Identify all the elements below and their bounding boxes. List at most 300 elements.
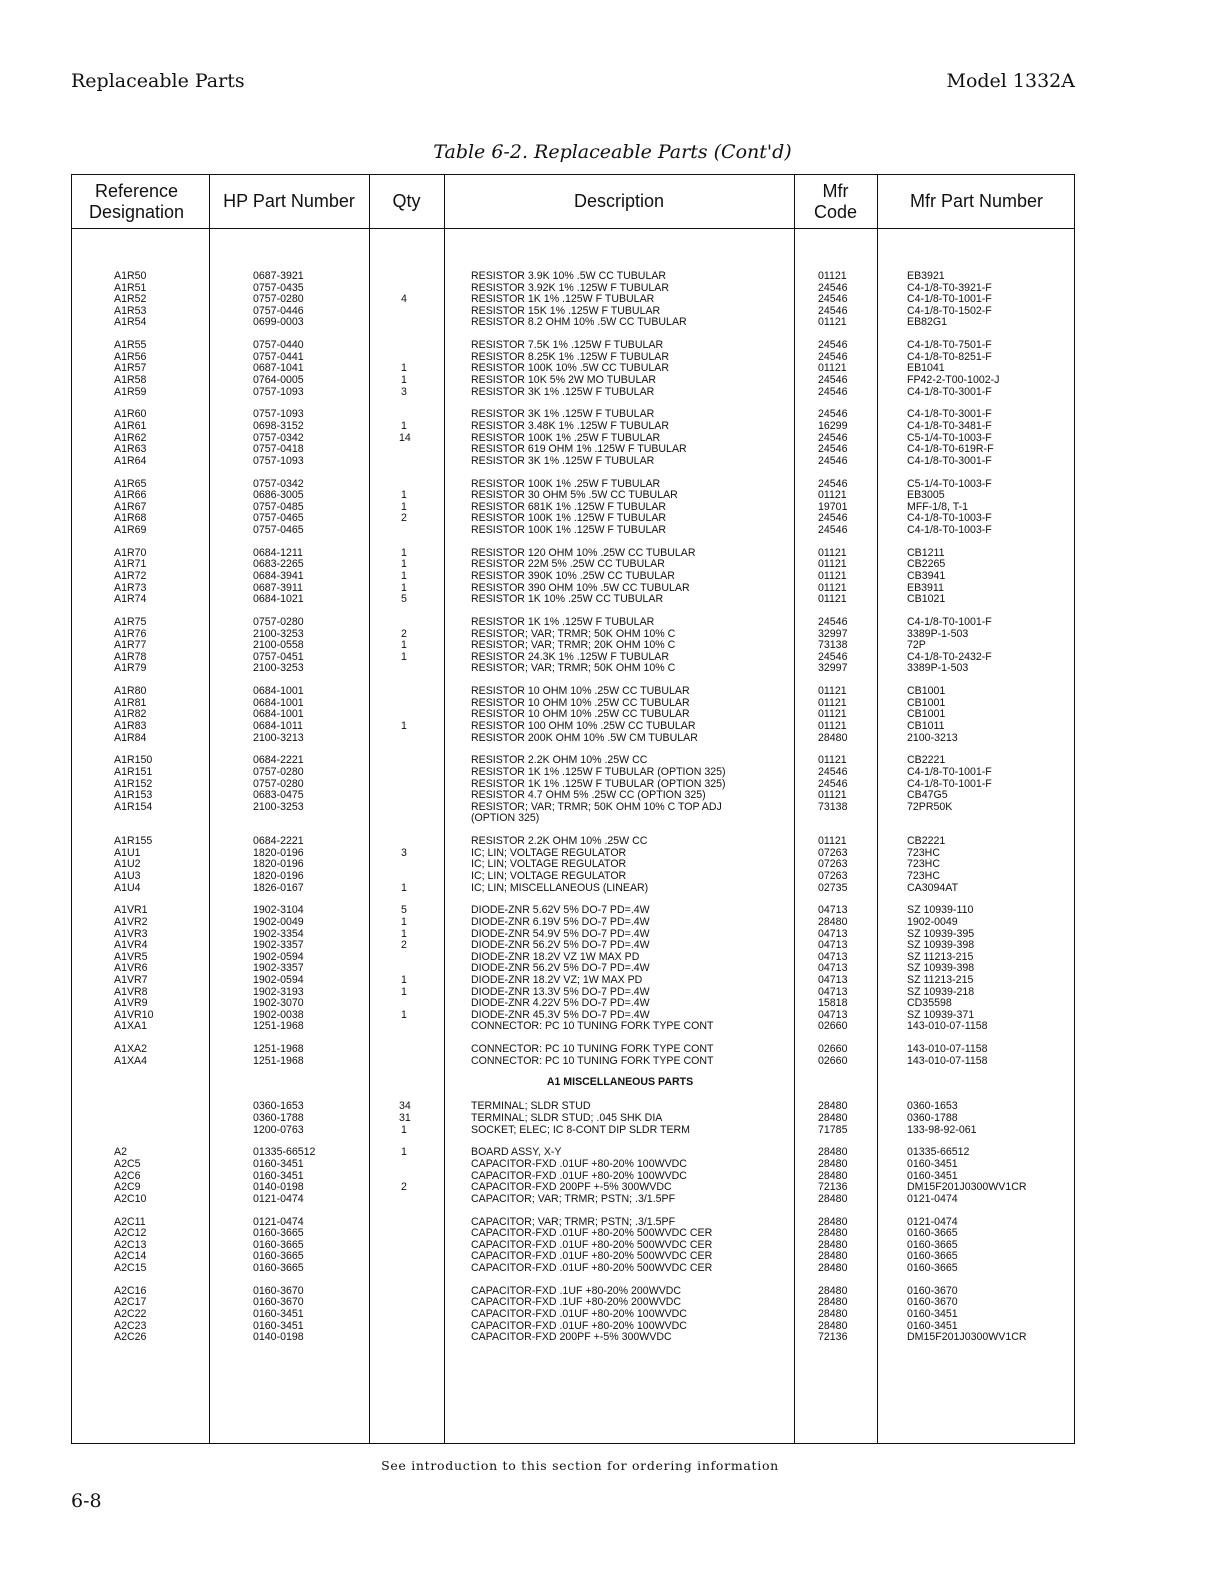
ref-designation: A1R80	[114, 685, 147, 698]
mfr-code: 24546	[818, 477, 848, 490]
ref-designation: A2C15	[114, 1262, 147, 1274]
hp-part-number: 2100-0558	[253, 639, 304, 652]
mfr-part-number: C4-1/8-T0-3001-F	[907, 454, 992, 467]
ref-designation: A1R153	[114, 789, 153, 802]
table-row	[72, 617, 1076, 629]
table-row	[72, 1056, 1076, 1068]
header-divider	[72, 228, 1074, 229]
col-header-mfr-part: Mfr Part Number	[909, 191, 1044, 211]
mfr-part-number: EB3911	[907, 581, 944, 594]
hp-part-number: 1902-3193	[253, 985, 304, 998]
qty: 2	[401, 939, 407, 952]
hp-part-number: 1902-3357	[253, 939, 304, 952]
description: CAPACITOR; VAR; TRMR; PSTN; .3/1.5PF	[471, 1192, 676, 1205]
mfr-code: 28480	[818, 1262, 848, 1274]
ref-designation: A1R64	[114, 454, 147, 467]
ref-designation: A1R81	[114, 696, 147, 709]
mfr-code: 24546	[818, 616, 848, 628]
mfr-part-number: C4-1/8-T0-3481-F	[907, 420, 992, 432]
ref-designation: A2C10	[114, 1192, 147, 1205]
mfr-code: 28480	[818, 1250, 848, 1263]
ref-designation: A2C12	[114, 1227, 147, 1240]
hp-part-number: 0683-2265	[253, 558, 304, 571]
ref-designation: A1VR4	[114, 939, 148, 952]
table-row	[72, 317, 1076, 329]
qty: 1	[401, 916, 407, 928]
mfr-code: 28480	[818, 916, 848, 928]
running-header-section: Replaceable Parts	[71, 70, 245, 92]
mfr-code: 01121	[818, 789, 847, 802]
mfr-code: 04713	[818, 974, 848, 986]
table-row	[72, 421, 1076, 433]
description: RESISTOR 2.2K OHM 10% .25W CC	[471, 754, 648, 767]
mfr-code: 24546	[818, 374, 848, 386]
mfr-code: 24546	[818, 304, 848, 317]
mfr-part-number: C4-1/8-T0-1001-F	[907, 616, 992, 628]
mfr-part-number: 0160-3670	[907, 1296, 958, 1309]
mfr-part-number: CB1001	[907, 708, 946, 721]
ref-designation: A1VR1	[114, 904, 148, 917]
description: RESISTOR; VAR; TRMR; 50K OHM 10% C TOP ADJ	[471, 800, 722, 813]
hp-part-number: 0684-1011	[253, 720, 303, 732]
mfr-part-number: SZ 10939-395	[907, 927, 975, 940]
mfr-part-number: 3389P-1-503	[907, 627, 969, 640]
qty: 4	[401, 293, 407, 306]
description: (OPTION 325)	[471, 812, 540, 825]
description: RESISTOR 3.48K 1% .125W F TUBULAR	[471, 420, 670, 432]
mfr-part-number: FP42-2-T00-1002-J	[907, 374, 1000, 386]
ref-designation: A1R54	[114, 316, 147, 329]
mfr-part-number: CB1001	[907, 696, 946, 709]
hp-part-number: 0160-3451	[253, 1158, 304, 1170]
description: CAPACITOR-FXD .1UF +80-20% 200WVDC	[471, 1284, 682, 1297]
hp-part-number: 2100-3253	[253, 627, 304, 640]
qty: 3	[401, 846, 407, 859]
table-row	[72, 387, 1076, 399]
hp-part-number: 1902-3104	[253, 904, 304, 917]
mfr-code: 04713	[818, 985, 848, 998]
mfr-code: 04713	[818, 950, 848, 963]
description: CAPACITOR-FXD 200PF +-5% 300WVDC	[471, 1181, 672, 1194]
table-row	[72, 813, 1076, 825]
ref-designation: A1R68	[114, 512, 147, 525]
hp-part-number: 0687-3911	[253, 581, 303, 594]
mfr-code: 01121	[818, 835, 847, 848]
description: RESISTOR 24.3K 1% .125W F TUBULAR	[471, 650, 670, 663]
hp-part-number: 0121-0474	[253, 1215, 304, 1228]
hp-part-number: 1902-0049	[253, 916, 304, 928]
description: RESISTOR 3K 1% .125W F TUBULAR	[471, 385, 655, 398]
hp-part-number: 0121-0474	[253, 1192, 304, 1205]
mfr-code: 28480	[818, 1308, 848, 1320]
table-row	[72, 1263, 1076, 1275]
hp-part-number: 1251-1968	[253, 1020, 304, 1033]
ref-designation: A1R76	[114, 627, 147, 640]
ref-designation: A1R83	[114, 720, 147, 732]
mfr-part-number: DM15F201J0300WV1CR	[907, 1181, 1027, 1194]
col-header-qty: Qty	[392, 191, 421, 211]
description: CAPACITOR-FXD .01UF +80-20% 100WVDC	[471, 1319, 687, 1332]
mfr-code: 24546	[818, 293, 848, 306]
qty: 1	[401, 985, 407, 998]
ref-designation: A1R59	[114, 385, 147, 398]
description: RESISTOR 2.2K OHM 10% .25W CC	[471, 835, 648, 848]
mfr-code: 72136	[818, 1331, 848, 1344]
mfr-code: 24546	[818, 443, 848, 456]
description: CONNECTOR: PC 10 TUNING FORK TYPE CONT	[471, 1020, 714, 1033]
mfr-part-number: 3389P-1-503	[907, 662, 969, 675]
hp-part-number: 0757-0342	[253, 431, 304, 444]
qty: 1	[401, 927, 407, 940]
mfr-code: 24546	[818, 454, 848, 467]
ref-designation: A1R72	[114, 570, 147, 582]
col-header-description: Description	[573, 191, 665, 211]
description: RESISTOR 390K 10% .25W CC TUBULAR	[471, 570, 675, 582]
mfr-code: 28480	[818, 1112, 848, 1124]
description: DIODE-ZNR 56.2V 5% DO-7 PD=.4W	[471, 962, 650, 975]
qty: 1	[401, 374, 407, 386]
description: RESISTOR 8.25K 1% .125W F TUBULAR	[471, 350, 670, 363]
description: CAPACITOR-FXD .01UF +80-20% 500WVDC CER	[471, 1227, 713, 1240]
ref-designation: A2C23	[114, 1319, 147, 1332]
hp-part-number: 0757-0435	[253, 281, 304, 294]
hp-part-number: 2100-3253	[253, 662, 304, 675]
hp-part-number: 0757-0451	[253, 650, 304, 663]
description: RESISTOR 120 OHM 10% .25W CC TUBULAR	[471, 546, 696, 559]
hp-part-number: 0757-1093	[253, 408, 304, 421]
hp-part-number: 0757-0446	[253, 304, 304, 317]
mfr-part-number: 0160-3451	[907, 1158, 958, 1170]
ref-designation: A1R67	[114, 500, 147, 513]
hp-part-number: 1200-0763	[253, 1123, 304, 1136]
mfr-part-number: EB3005	[907, 489, 945, 502]
mfr-part-number: 72P	[907, 639, 926, 652]
qty: 1	[401, 546, 407, 559]
description: CONNECTOR: PC 10 TUNING FORK TYPE CONT	[471, 1054, 714, 1067]
qty: 1	[401, 639, 407, 652]
hp-part-number: 0160-3665	[253, 1238, 304, 1251]
mfr-part-number: C4-1/8-T0-2432-F	[907, 650, 992, 663]
mfr-code: 02660	[818, 1043, 848, 1056]
hp-part-number: 0360-1653	[253, 1100, 304, 1113]
ref-designation: A1VR3	[114, 927, 148, 940]
hp-part-number: 1820-0196	[253, 870, 304, 882]
description: RESISTOR 3.9K 10% .5W CC TUBULAR	[471, 270, 667, 282]
ref-designation: A1R79	[114, 662, 147, 675]
mfr-code: 01121	[818, 270, 847, 282]
ref-designation: A1R60	[114, 408, 147, 421]
hp-part-number: 0684-1021	[253, 593, 304, 606]
hp-part-number: 0687-3921	[253, 270, 304, 282]
mfr-part-number: 0160-3665	[907, 1238, 958, 1251]
table-row	[72, 1113, 1076, 1125]
page-number: 6-8	[71, 1490, 102, 1512]
mfr-code: 28480	[818, 1227, 848, 1240]
hp-part-number: 0764-0005	[253, 374, 304, 386]
mfr-code: 28480	[818, 1296, 848, 1309]
table-row	[72, 594, 1076, 606]
hp-part-number: 0686-3005	[253, 489, 304, 502]
mfr-code: 28480	[818, 1192, 848, 1205]
mfr-code: 71785	[818, 1123, 848, 1136]
ref-designation: A1R57	[114, 362, 147, 375]
ref-designation: A1VR6	[114, 962, 148, 975]
ref-designation: A1R71	[114, 558, 147, 571]
description: DIODE-ZNR 56.2V 5% DO-7 PD=.4W	[471, 939, 650, 952]
qty: 1	[401, 581, 407, 594]
table-row	[72, 802, 1076, 814]
description: IC; LIN; VOLTAGE REGULATOR	[471, 846, 627, 859]
qty: 1	[401, 489, 407, 502]
qty: 1	[401, 974, 407, 986]
mfr-part-number: CB47G5	[907, 789, 948, 802]
mfr-part-number: CA3094AT	[907, 881, 959, 894]
hp-part-number: 2100-3253	[253, 800, 304, 813]
description: DIODE-ZNR 13.3V 5% DO-7 PD=.4W	[471, 985, 650, 998]
mfr-code: 24546	[818, 339, 848, 352]
mfr-part-number: C4-1/8-T0-1502-F	[907, 304, 992, 317]
hp-part-number: 0160-3451	[253, 1169, 304, 1182]
col-header-reference: Reference Designation	[89, 180, 185, 222]
description: CONNECTOR: PC 10 TUNING FORK TYPE CONT	[471, 1043, 714, 1056]
mfr-code: 01121	[818, 546, 847, 559]
table-row	[72, 975, 1076, 987]
description: DIODE-ZNR 18.2V VZ; 1W MAX PD	[471, 974, 643, 986]
hp-part-number: 0140-0198	[253, 1331, 304, 1344]
mfr-part-number: 0160-3451	[907, 1308, 958, 1320]
ref-designation: A1R61	[114, 420, 147, 432]
ref-designation: A1R152	[114, 777, 153, 790]
mfr-part-number: 1902-0049	[907, 916, 958, 928]
hp-part-number: 0757-0485	[253, 500, 304, 513]
description: RESISTOR 100K 10% .5W CC TUBULAR	[471, 362, 670, 375]
description: RESISTOR 1K 1% .125W F TUBULAR	[471, 616, 655, 628]
ref-designation: A1R82	[114, 708, 147, 721]
ref-designation: A1VR9	[114, 997, 148, 1010]
hp-part-number: 1902-3357	[253, 962, 304, 975]
replaceable-parts-table	[71, 174, 1075, 1444]
mfr-code: 28480	[818, 1215, 848, 1228]
description: RESISTOR; VAR; TRMR; 20K OHM 10% C	[471, 639, 676, 652]
mfr-code: 07263	[818, 870, 848, 882]
hp-part-number: 01335-66512	[253, 1146, 316, 1159]
hp-part-number: 0684-1211	[253, 546, 303, 559]
mfr-code: 16299	[818, 420, 848, 432]
ref-designation: A1R75	[114, 616, 147, 628]
description: DIODE-ZNR 54.9V 5% DO-7 PD=.4W	[471, 927, 650, 940]
mfr-code: 01121	[818, 489, 847, 502]
mfr-code: 24546	[818, 350, 848, 363]
hp-part-number: 0757-0342	[253, 477, 304, 490]
mfr-code: 07263	[818, 846, 848, 859]
description: RESISTOR 3.92K 1% .125W F TUBULAR	[471, 281, 670, 294]
description: RESISTOR 100K 1% .125W F TUBULAR	[471, 524, 667, 536]
mfr-part-number: 723HC	[907, 846, 940, 859]
mfr-code: 02735	[818, 881, 848, 894]
hp-part-number: 0699-0003	[253, 316, 304, 329]
mfr-code: 01121	[818, 581, 847, 594]
hp-part-number: 0757-0418	[253, 443, 304, 456]
ref-designation: A1R77	[114, 639, 147, 652]
mfr-code: 04713	[818, 939, 848, 952]
mfr-part-number: CB3941	[907, 570, 946, 582]
mfr-code: 01121	[818, 696, 847, 709]
ref-designation: A2C9	[114, 1181, 141, 1194]
mfr-code: 24546	[818, 650, 848, 663]
description: CAPACITOR-FXD .01UF +80-20% 500WVDC CER	[471, 1262, 713, 1274]
ref-designation: A2C11	[114, 1215, 146, 1228]
mfr-part-number: SZ 10939-398	[907, 939, 975, 952]
table-row	[72, 721, 1076, 733]
mfr-part-number: 143-010-07-1158	[907, 1043, 988, 1056]
hp-part-number: 0684-1001	[253, 708, 304, 721]
ref-designation: A1R50	[114, 270, 147, 282]
mfr-code: 24546	[818, 385, 848, 398]
mfr-code: 01121	[818, 316, 847, 329]
mfr-part-number: C4-1/8-T0-3001-F	[907, 385, 992, 398]
col-header-hp-part: HP Part Number	[223, 191, 355, 211]
description: RESISTOR 100K 1% .25W F TUBULAR	[471, 431, 661, 444]
qty: 1	[401, 720, 407, 732]
mfr-part-number: C4-1/8-T0-3921-F	[907, 281, 992, 294]
description: RESISTOR 10 OHM 10% .25W CC TUBULAR	[471, 685, 690, 698]
mfr-part-number: 01335-66512	[907, 1146, 970, 1159]
mfr-part-number: C4-1/8-T0-619R-F	[907, 443, 994, 456]
mfr-part-number: EB1041	[907, 362, 945, 375]
mfr-part-number: C4-1/8-T0-1001-F	[907, 777, 992, 790]
qty: 1	[401, 420, 407, 432]
qty: 3	[401, 385, 407, 398]
qty: 1	[401, 1146, 407, 1159]
description: RESISTOR 3K 1% .125W F TUBULAR	[471, 408, 655, 421]
hp-part-number: 1820-0196	[253, 846, 304, 859]
mfr-code: 01121	[818, 558, 847, 571]
qty: 1	[401, 650, 407, 663]
mfr-part-number: EB3921	[907, 270, 945, 282]
mfr-code: 32997	[818, 662, 848, 675]
qty: 2	[401, 627, 407, 640]
mfr-part-number: 143-010-07-1158	[907, 1020, 988, 1033]
qty: 1	[401, 362, 407, 375]
ref-designation: A1U2	[114, 858, 141, 871]
qty: 14	[399, 431, 411, 444]
mfr-part-number: CB1021	[907, 593, 946, 606]
table-row	[72, 525, 1076, 537]
description: DIODE-ZNR 5.62V 5% DO-7 PD=.4W	[471, 904, 650, 917]
table-row	[72, 1194, 1076, 1206]
ref-designation: A1R52	[114, 293, 147, 306]
mfr-part-number: C4-1/8-T0-3001-F	[907, 408, 992, 421]
mfr-part-number: CB1001	[907, 685, 946, 698]
mfr-part-number: 0360-1788	[907, 1112, 958, 1124]
mfr-part-number: 0160-3451	[907, 1169, 958, 1182]
hp-part-number: 0684-1001	[253, 685, 304, 698]
ref-designation: A1R69	[114, 524, 147, 536]
description: CAPACITOR-FXD .01UF +80-20% 100WVDC	[471, 1169, 687, 1182]
ref-designation: A1VR7	[114, 974, 148, 986]
hp-part-number: 0757-0280	[253, 293, 304, 306]
mfr-part-number: 0160-3451	[907, 1319, 958, 1332]
table-row	[72, 1309, 1076, 1321]
hp-part-number: 0160-3665	[253, 1262, 304, 1274]
qty: 1	[401, 558, 407, 571]
hp-part-number: 0757-0441	[253, 350, 304, 363]
mfr-part-number: SZ 11213-215	[907, 974, 974, 986]
mfr-part-number: 72PR50K	[907, 800, 953, 813]
running-header-model: Model 1332A	[946, 70, 1075, 92]
mfr-code: 04713	[818, 1008, 848, 1021]
mfr-code: 28480	[818, 1319, 848, 1332]
ref-designation: A2C22	[114, 1308, 147, 1320]
ref-designation: A1R151	[114, 766, 153, 778]
mfr-code: 28480	[818, 1100, 848, 1113]
mfr-code: 24546	[818, 408, 848, 421]
hp-part-number: 0360-1788	[253, 1112, 304, 1124]
mfr-code: 04713	[818, 904, 848, 917]
hp-part-number: 1251-1968	[253, 1043, 304, 1056]
ref-designation: A1R65	[114, 477, 147, 490]
mfr-code: 24546	[818, 281, 848, 294]
description: RESISTOR 100K 1% .125W F TUBULAR	[471, 512, 667, 525]
ref-designation: A1U3	[114, 870, 141, 882]
qty: 1	[401, 881, 407, 894]
ref-designation: A1VR10	[114, 1008, 154, 1021]
hp-part-number: 0757-0465	[253, 524, 304, 536]
mfr-part-number: C4-1/8-T0-1001-F	[907, 766, 992, 778]
description: RESISTOR 1K 1% .125W F TUBULAR (OPTION 325)	[471, 777, 726, 790]
qty: 1	[401, 570, 407, 582]
description: CAPACITOR-FXD .1UF +80-20% 200WVDC	[471, 1296, 682, 1309]
mfr-code: 04713	[818, 962, 848, 975]
mfr-code: 32997	[818, 627, 848, 640]
ref-designation: A2	[114, 1146, 127, 1159]
description: SOCKET; ELEC; IC 8-CONT DIP SLDR TERM	[471, 1123, 690, 1136]
mfr-code: 72136	[818, 1181, 848, 1194]
description: RESISTOR; VAR; TRMR; 50K OHM 10% C	[471, 662, 676, 675]
table-row	[72, 271, 1076, 283]
description: RESISTOR 4.7 OHM 5% .25W CC (OPTION 325)	[471, 789, 706, 802]
mfr-code: 28480	[818, 1238, 848, 1251]
hp-part-number: 0684-2221	[253, 754, 304, 767]
description: RESISTOR 30 OHM 5% .5W CC TUBULAR	[471, 489, 678, 502]
mfr-part-number: CB1011	[907, 720, 945, 732]
mfr-part-number: 0121-0474	[907, 1192, 958, 1205]
hp-part-number: 1826-0167	[253, 881, 304, 894]
mfr-part-number: C5-1/4-T0-1003-F	[907, 431, 992, 444]
mfr-code: 02660	[818, 1020, 848, 1033]
mfr-code: 24546	[818, 766, 848, 778]
ref-designation: A1R73	[114, 581, 147, 594]
qty: 1	[401, 1123, 407, 1136]
ref-designation: A1XA4	[114, 1054, 147, 1067]
mfr-part-number: SZ 10939-398	[907, 962, 975, 975]
description: DIODE-ZNR 6.19V 5% DO-7 PD=.4W	[471, 916, 650, 928]
ref-designation: A1R74	[114, 593, 147, 606]
ref-designation: A1U1	[114, 846, 141, 859]
description: RESISTOR 100K 1% .25W F TUBULAR	[471, 477, 661, 490]
description: RESISTOR 1K 1% .125W F TUBULAR	[471, 293, 655, 306]
mfr-code: 01121	[818, 708, 847, 721]
description: CAPACITOR; VAR; TRMR; PSTN; .3/1.5PF	[471, 1215, 676, 1228]
hp-part-number: 0757-0280	[253, 777, 304, 790]
description: RESISTOR 15K 1% .125W F TUBULAR	[471, 304, 661, 317]
ref-designation: A1R78	[114, 650, 147, 663]
ref-designation: A1R70	[114, 546, 147, 559]
ref-designation: A1R53	[114, 304, 147, 317]
mfr-part-number: 0160-3665	[907, 1227, 958, 1240]
mfr-part-number: C4-1/8-T0-1001-F	[907, 293, 992, 306]
description: TERMINAL; SLDR STUD	[471, 1100, 591, 1113]
